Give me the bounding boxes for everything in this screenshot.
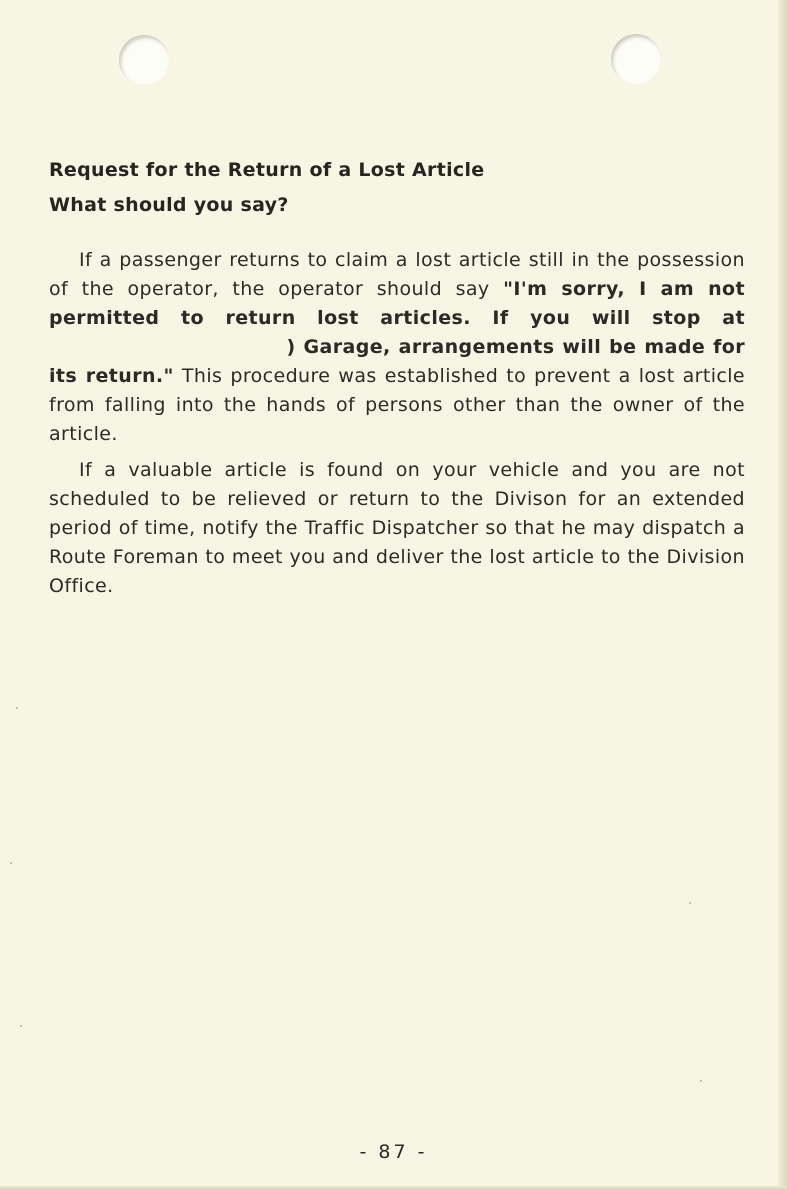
paper-speck [700,1080,702,1082]
punch-hole-right [611,34,661,84]
operator-quote-part1: "I'm sorry, I am not permitted to return lost articles. If you will stop at [49,278,745,329]
operator-quote-part2: ) Garage, arrangements will be made for its return." [49,336,745,387]
paper-speck [20,1025,22,1027]
paragraph-rest: This procedure was established to prevent a lost article from falling into the hands of persons other than the owner of the article. [49,365,746,445]
paper-speck [10,862,12,864]
section-title: Request for the Return of a Lost Article [49,159,485,181]
page-edge-bottom [0,1186,787,1190]
section-question: What should you say? [49,194,289,216]
paper-speck [16,707,18,709]
page-edge-right [778,0,787,1190]
paragraph-intro: If a passenger returns to claim a lost article still in the possession of the operator, the operator should say [49,249,745,300]
punch-hole-left [119,35,169,85]
page-number: - 87 - [359,1141,428,1163]
paragraph-valuable-article: If a valuable article is found on your vehicle and you are not scheduled to be relieved or return to the Divison for an extended period of time, notify the Traffic Dispatcher so that he may dispatch a Route Foreman to meet you and deliver the lost article to the Division Office. [49,459,745,597]
paragraph-lost-article-claim [49,246,745,449]
paper-speck [689,902,691,904]
